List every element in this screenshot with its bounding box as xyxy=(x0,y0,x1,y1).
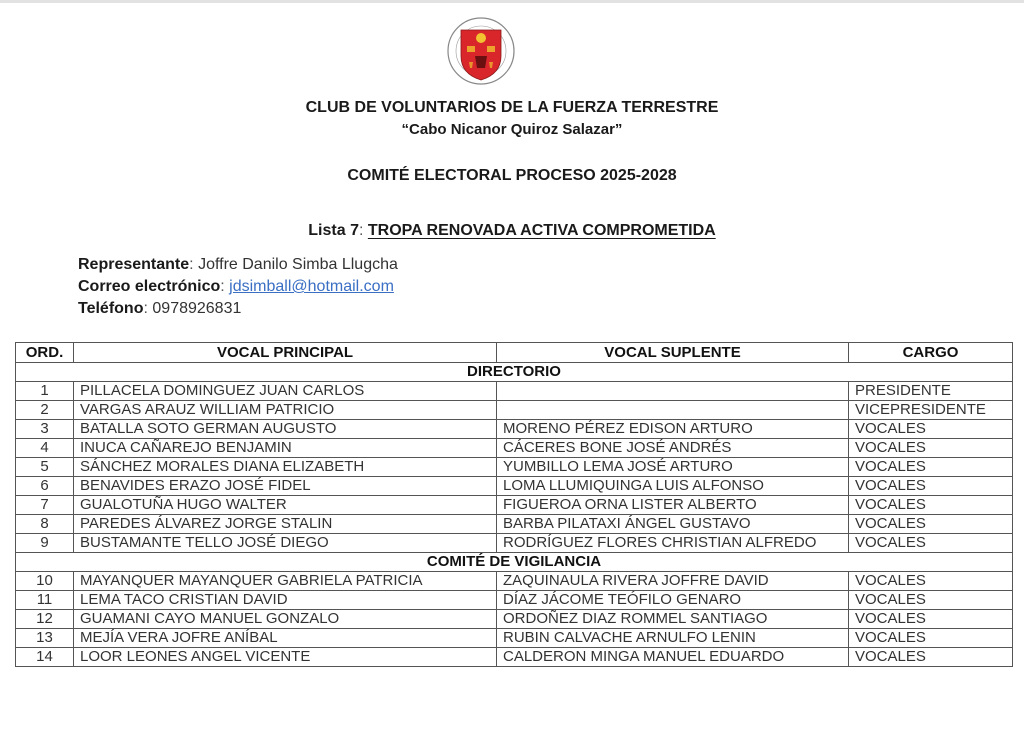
vocal-principal-cell: PILLACELA DOMINGUEZ JUAN CARLOS xyxy=(74,382,497,401)
email-label: Correo electrónico xyxy=(78,278,221,295)
ord-cell: 14 xyxy=(16,648,74,667)
vocal-principal-cell: PAREDES ÁLVAREZ JORGE STALIN xyxy=(74,515,497,534)
table-row xyxy=(16,534,1013,553)
vocal-principal-cell: BUSTAMANTE TELLO JOSÉ DIEGO xyxy=(74,534,497,553)
list-colon: : xyxy=(358,222,364,239)
vocal-suplente-cell: ORDOÑEZ DIAZ ROMMEL SANTIAGO xyxy=(497,610,849,629)
table-row xyxy=(16,477,1013,496)
vocal-suplente-cell: DÍAZ JÁCOME TEÓFILO GENARO xyxy=(497,591,849,610)
section-row xyxy=(16,553,1013,572)
column-header-vocal-suplente: VOCAL SUPLENTE xyxy=(497,343,849,363)
email-link[interactable]: jdsimball@hotmail.com xyxy=(229,278,394,295)
ord-cell: 13 xyxy=(16,629,74,648)
table-row xyxy=(16,648,1013,667)
table-row xyxy=(16,382,1013,401)
vocal-suplente-cell: ZAQUINAULA RIVERA JOFFRE DAVID xyxy=(497,572,849,591)
table-body xyxy=(16,363,1013,667)
cargo-cell: VOCALES xyxy=(849,477,1013,496)
list-heading xyxy=(0,222,1024,240)
table-row xyxy=(16,591,1013,610)
vocal-suplente-cell: MORENO PÉREZ EDISON ARTURO xyxy=(497,420,849,439)
cargo-cell: VOCALES xyxy=(849,534,1013,553)
cargo-cell: VOCALES xyxy=(849,591,1013,610)
phone-colon: : xyxy=(143,300,148,317)
cargo-cell: VICEPRESIDENTE xyxy=(849,401,1013,420)
cargo-cell: VOCALES xyxy=(849,648,1013,667)
cargo-cell: VOCALES xyxy=(849,420,1013,439)
ord-cell: 6 xyxy=(16,477,74,496)
column-header-cargo: CARGO xyxy=(849,343,1013,363)
ord-cell: 2 xyxy=(16,401,74,420)
section-title: DIRECTORIO xyxy=(16,363,1013,382)
table-row xyxy=(16,420,1013,439)
vocal-principal-cell: GUAMANI CAYO MANUEL GONZALO xyxy=(74,610,497,629)
table-row xyxy=(16,439,1013,458)
cargo-cell: VOCALES xyxy=(849,610,1013,629)
vocal-principal-cell: MAYANQUER MAYANQUER GABRIELA PATRICIA xyxy=(74,572,497,591)
email-colon: : xyxy=(220,278,225,295)
ord-cell: 1 xyxy=(16,382,74,401)
vocal-principal-cell: BATALLA SOTO GERMAN AUGUSTO xyxy=(74,420,497,439)
table-row xyxy=(16,610,1013,629)
representative-line xyxy=(78,256,398,274)
vocal-principal-cell: VARGAS ARAUZ WILLIAM PATRICIO xyxy=(74,401,497,420)
ord-cell: 9 xyxy=(16,534,74,553)
vocal-suplente-cell xyxy=(497,382,849,401)
representative-colon: : xyxy=(189,256,194,273)
cargo-cell: VOCALES xyxy=(849,515,1013,534)
section-title: COMITÉ DE VIGILANCIA xyxy=(16,553,1013,572)
phone-label: Teléfono xyxy=(78,300,144,317)
ord-cell: 7 xyxy=(16,496,74,515)
list-name: TROPA RENOVADA ACTIVA COMPROMETIDA xyxy=(367,222,716,239)
table-row xyxy=(16,496,1013,515)
ord-cell: 10 xyxy=(16,572,74,591)
ord-cell: 5 xyxy=(16,458,74,477)
table-header-row xyxy=(16,343,1013,363)
ord-cell: 8 xyxy=(16,515,74,534)
column-header-vocal-principal: VOCAL PRINCIPAL xyxy=(74,343,497,363)
vocal-suplente-cell: CÁCERES BONE JOSÉ ANDRÉS xyxy=(497,439,849,458)
vocal-principal-cell: GUALOTUÑA HUGO WALTER xyxy=(74,496,497,515)
vocal-suplente-cell: FIGUEROA ORNA LISTER ALBERTO xyxy=(497,496,849,515)
cargo-cell: VOCALES xyxy=(849,629,1013,648)
table-row xyxy=(16,458,1013,477)
vocal-suplente-cell xyxy=(497,401,849,420)
ord-cell: 4 xyxy=(16,439,74,458)
vocal-suplente-cell: LOMA LLUMIQUINGA LUIS ALFONSO xyxy=(497,477,849,496)
phone-value: 0978926831 xyxy=(152,300,242,317)
organization-name: CLUB DE VOLUNTARIOS DE LA FUERZA TERRESTRE xyxy=(305,99,719,116)
vocal-principal-cell: LEMA TACO CRISTIAN DAVID xyxy=(74,591,497,610)
vocal-principal-cell: MEJÍA VERA JOFRE ANÍBAL xyxy=(74,629,497,648)
vocal-principal-cell: SÁNCHEZ MORALES DIANA ELIZABETH xyxy=(74,458,497,477)
phone-line xyxy=(78,300,241,318)
vocal-suplente-cell: YUMBILLO LEMA JOSÉ ARTURO xyxy=(497,458,849,477)
vocal-principal-cell: BENAVIDES ERAZO JOSÉ FIDEL xyxy=(74,477,497,496)
cargo-cell: PRESIDENTE xyxy=(849,382,1013,401)
section-row xyxy=(16,363,1013,382)
cargo-cell: VOCALES xyxy=(849,439,1013,458)
email-line xyxy=(78,278,394,296)
ord-cell: 11 xyxy=(16,591,74,610)
club-seal-logo xyxy=(447,16,515,86)
top-edge-line xyxy=(0,0,1024,3)
vocal-suplente-cell: RODRÍGUEZ FLORES CHRISTIAN ALFREDO xyxy=(497,534,849,553)
ord-cell: 3 xyxy=(16,420,74,439)
representative-value: Joffre Danilo Simba Llugcha xyxy=(198,256,398,273)
process-title: COMITÉ ELECTORAL PROCESO 2025-2028 xyxy=(347,167,677,184)
vocal-suplente-cell: BARBA PILATAXI ÁNGEL GUSTAVO xyxy=(497,515,849,534)
representative-label: Representante xyxy=(78,256,190,273)
table-row xyxy=(16,515,1013,534)
cargo-cell: VOCALES xyxy=(849,496,1013,515)
vocal-suplente-cell: CALDERON MINGA MANUEL EDUARDO xyxy=(497,648,849,667)
table-row xyxy=(16,629,1013,648)
column-header-ord: ORD. xyxy=(16,343,74,363)
cargo-cell: VOCALES xyxy=(849,572,1013,591)
vocal-principal-cell: LOOR LEONES ANGEL VICENTE xyxy=(74,648,497,667)
table-row xyxy=(16,572,1013,591)
vocal-principal-cell: INUCA CAÑAREJO BENJAMIN xyxy=(74,439,497,458)
ord-cell: 12 xyxy=(16,610,74,629)
list-label: Lista 7 xyxy=(308,222,359,239)
cargo-cell: VOCALES xyxy=(849,458,1013,477)
table-row xyxy=(16,401,1013,420)
organization-subtitle: “Cabo Nicanor Quiroz Salazar” xyxy=(401,121,623,138)
candidates-table xyxy=(15,342,1013,667)
vocal-suplente-cell: RUBIN CALVACHE ARNULFO LENIN xyxy=(497,629,849,648)
